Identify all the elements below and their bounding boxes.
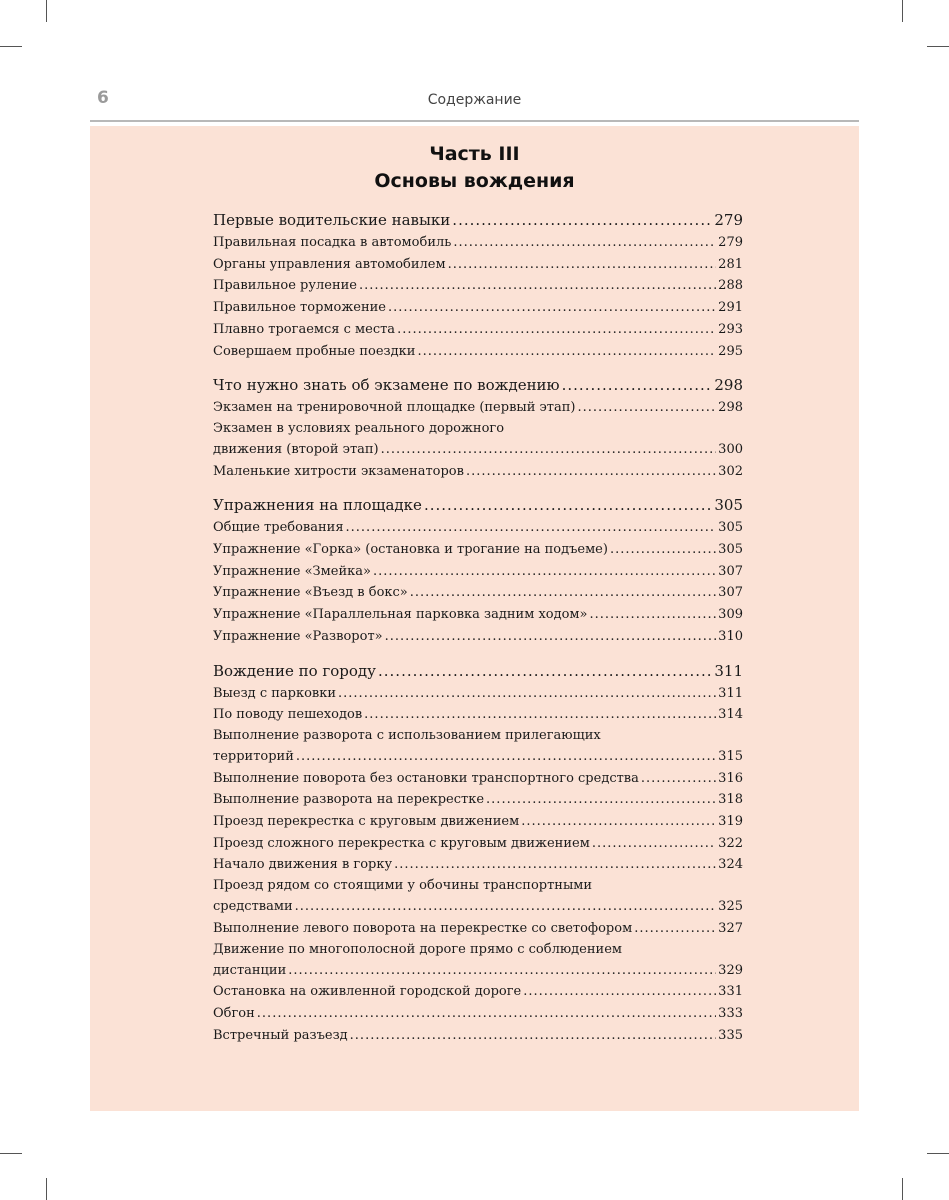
entry-title-line: Движение по многополосной дороге прямо с соблюдением <box>213 941 622 957</box>
entry-title: Упражнение «Горка» (остановка и трогание на подъеме) <box>213 542 608 558</box>
toc-entry <box>213 439 743 461</box>
entry-title: Проезд перекрестка с круговым движением <box>213 814 520 830</box>
entry-title: Упражнение «Разворот» <box>213 628 383 644</box>
dot-leader <box>453 232 716 254</box>
toc-entry <box>213 397 743 419</box>
entry-title: Обгон <box>213 1005 255 1021</box>
dot-leader <box>610 539 716 561</box>
page-ref: 307 <box>718 563 743 579</box>
entry-title: средствами <box>213 899 293 915</box>
page-ref: 325 <box>718 899 743 915</box>
dot-leader <box>466 461 716 483</box>
entry-title: территорий <box>213 748 294 764</box>
toc-section <box>213 659 743 1047</box>
entry-title: Выполнение разворота на перекрестке <box>213 792 485 808</box>
page-ref: 288 <box>718 278 743 294</box>
dot-leader <box>346 517 717 539</box>
section-heading <box>213 373 743 397</box>
crop-mark <box>902 1178 903 1200</box>
entry-title: Органы управления автомобилем <box>213 256 446 272</box>
dot-leader <box>296 746 716 768</box>
entry-title: Выполнение поворота без остановки транспортного средства <box>213 770 639 786</box>
page-ref: 307 <box>718 585 743 601</box>
dot-leader <box>373 561 716 583</box>
page-ref: 279 <box>718 235 743 250</box>
page-ref: 302 <box>718 463 743 479</box>
toc-entry <box>213 746 743 768</box>
page-ref: 318 <box>718 792 743 808</box>
toc-entry <box>213 789 743 811</box>
page-ref: 310 <box>718 628 743 644</box>
toc-entry <box>213 1025 743 1047</box>
entry-title: Выезд с парковки <box>213 685 337 701</box>
page-ref: 316 <box>718 770 743 786</box>
dot-leader <box>590 604 717 626</box>
dot-leader <box>288 960 716 982</box>
crop-mark <box>927 1153 949 1154</box>
page-ref: 279 <box>714 211 743 229</box>
entry-title: Общие требования <box>213 520 344 536</box>
page-ref: 300 <box>718 441 743 457</box>
page-ref: 331 <box>718 984 743 1000</box>
page-ref: 335 <box>718 1027 743 1043</box>
page-ref: 291 <box>718 300 743 316</box>
dot-leader <box>388 297 716 319</box>
entry-title: Плавно трогаемся с места <box>213 321 396 337</box>
section-heading <box>213 208 743 232</box>
toc-entry <box>213 918 743 940</box>
section-heading <box>213 659 743 683</box>
dot-leader <box>295 896 717 918</box>
entry-title: дистанции <box>213 962 287 978</box>
entry-title: Упражнения на площадке <box>213 496 422 515</box>
entry-title: Начало движения в горку <box>213 857 393 873</box>
toc-entry <box>213 1003 743 1025</box>
dot-leader <box>381 439 717 461</box>
entry-title: Вождение по городу <box>213 661 376 680</box>
page-ref: 319 <box>718 814 743 830</box>
crop-mark <box>46 0 47 22</box>
dot-leader <box>385 626 717 648</box>
entry-title: Совершаем пробные поездки <box>213 343 416 359</box>
entry-title: Первые водительские навыки <box>213 211 451 229</box>
entry-title: Упражнение «Змейка» <box>213 563 371 579</box>
page-ref: 293 <box>718 321 743 337</box>
entry-title: Что нужно знать об экзамене по вождению <box>213 376 560 395</box>
entry-title: Правильное руление <box>213 278 357 294</box>
page-ref: 295 <box>718 343 743 359</box>
toc-section <box>213 493 743 647</box>
toc-entry <box>213 319 743 341</box>
toc-entry <box>213 960 743 982</box>
toc-entry <box>213 561 743 583</box>
entry-title: Выполнение левого поворота на перекрестке со светофором <box>213 920 633 936</box>
dot-leader <box>521 811 716 833</box>
running-head: Содержание <box>427 92 522 108</box>
dot-leader <box>562 373 713 397</box>
toc-entry <box>213 341 743 363</box>
toc-entry <box>213 517 743 539</box>
dot-leader <box>448 254 717 276</box>
crop-mark <box>0 1153 22 1154</box>
dot-leader <box>410 582 716 604</box>
dot-leader <box>634 918 716 940</box>
toc-entry <box>213 461 743 483</box>
page-ref: 309 <box>718 607 743 623</box>
page-ref: 311 <box>714 661 743 680</box>
page-ref: 314 <box>718 707 743 723</box>
entry-title: Экзамен на тренировочной площадке (первый этап) <box>213 400 576 416</box>
toc-entry <box>213 896 743 918</box>
entry-title: Упражнение «Параллельная парковка задним ходом» <box>213 607 588 623</box>
toc-entry <box>213 683 743 705</box>
page-ref: 305 <box>718 520 743 536</box>
entry-title: Маленькие хитрости экзаменаторов <box>213 463 464 479</box>
page-ref: 315 <box>718 748 743 764</box>
toc-section <box>213 373 743 482</box>
toc-entry <box>213 604 743 626</box>
entry-title: движения (второй этап) <box>213 441 379 457</box>
toc-entry <box>213 232 743 254</box>
entry-title: По поводу пешеходов <box>213 707 363 723</box>
toc-entry <box>213 768 743 790</box>
dot-leader <box>378 659 712 683</box>
toc-entry <box>213 854 743 876</box>
dot-leader <box>338 683 716 705</box>
toc-entry <box>213 582 743 604</box>
entry-title: Встречный разъезд <box>213 1027 348 1043</box>
dot-leader <box>592 833 716 855</box>
toc-entry <box>213 297 743 319</box>
entry-title: Упражнение «Въезд в бокс» <box>213 585 408 601</box>
table-of-contents <box>213 208 743 1057</box>
page-ref: 333 <box>718 1005 743 1021</box>
dot-leader <box>417 341 716 363</box>
page-ref: 311 <box>718 685 743 701</box>
part-number: Часть III <box>429 143 520 165</box>
dot-leader <box>350 1025 717 1047</box>
page-number: 6 <box>97 88 109 108</box>
dot-leader <box>394 854 716 876</box>
toc-entry <box>213 275 743 297</box>
dot-leader <box>641 768 716 790</box>
entry-title: Правильное торможение <box>213 300 386 316</box>
dot-leader <box>452 208 712 232</box>
dot-leader <box>486 789 716 811</box>
dot-leader <box>578 397 717 419</box>
toc-entry <box>213 254 743 276</box>
crop-mark <box>46 1178 47 1200</box>
dot-leader <box>523 981 716 1003</box>
dot-leader <box>359 275 716 297</box>
toc-entry <box>213 626 743 648</box>
entry-title-line: Выполнение разворота с использованием прилегающих <box>213 727 601 743</box>
crop-mark <box>902 0 903 22</box>
page-ref: 329 <box>718 962 743 978</box>
entry-title-line: Проезд рядом со стоящими у обочины транспортными <box>213 878 593 894</box>
page-ref: 305 <box>718 542 743 558</box>
dot-leader <box>424 493 712 517</box>
header-rule <box>90 120 859 122</box>
toc-entry <box>213 539 743 561</box>
crop-mark <box>927 46 949 47</box>
dot-leader <box>397 319 716 341</box>
page-ref: 305 <box>714 496 743 515</box>
entry-title-line: Экзамен в условиях реального дорожного <box>213 420 505 436</box>
toc-entry <box>213 981 743 1003</box>
toc-section <box>213 208 743 362</box>
toc-entry <box>213 811 743 833</box>
section-heading <box>213 493 743 517</box>
toc-entry <box>213 704 743 726</box>
page-ref: 322 <box>718 835 743 851</box>
entry-title: Проезд сложного перекрестка с круговым движением <box>213 835 590 851</box>
page-ref: 298 <box>714 376 743 395</box>
entry-title: Остановка на оживленной городской дороге <box>213 984 522 1000</box>
part-title: Основы вождения <box>374 170 575 192</box>
toc-entry <box>213 833 743 855</box>
crop-mark <box>0 46 22 47</box>
dot-leader <box>364 704 716 726</box>
part-heading <box>90 141 859 195</box>
page-ref: 324 <box>718 857 743 873</box>
page-ref: 327 <box>718 920 743 936</box>
page-ref: 298 <box>718 400 743 416</box>
page-ref: 281 <box>718 256 743 272</box>
dot-leader <box>257 1003 716 1025</box>
entry-title: Правильная посадка в автомобиль <box>213 235 452 250</box>
